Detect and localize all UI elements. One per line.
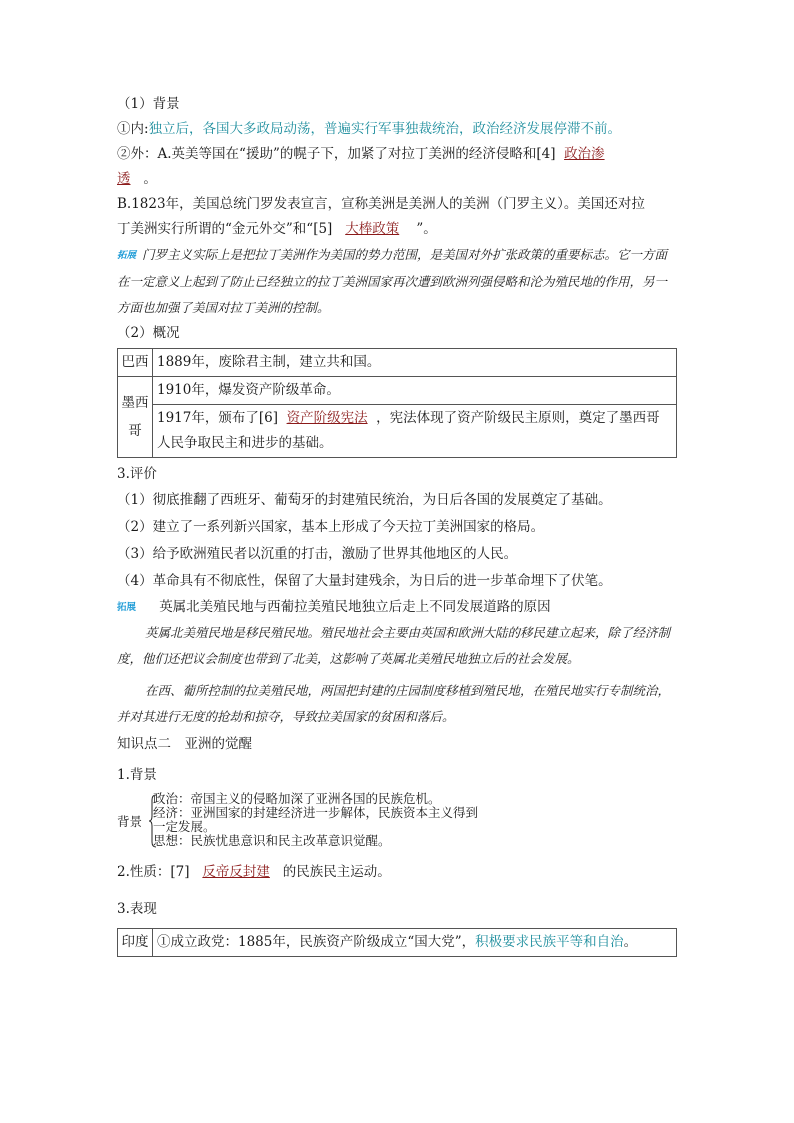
background-brace-block [117, 792, 679, 852]
fill-answer-6: 资产阶级宪法 [286, 410, 368, 426]
background-label: 背景 [117, 814, 143, 829]
india-text [153, 929, 677, 957]
fill-answer-7: 反帝反封建 [202, 864, 270, 880]
extension-title: 英属北美殖民地与西葡拉美殖民地独立后走上不同发展道路的原因 [159, 599, 551, 615]
asia-background-title: 1.背景 [117, 767, 157, 783]
extension-paragraph-1: 英属北美殖民地是移民殖民地。殖民地社会主要由英国和欧洲大陆的移民建立起来，除了经济制度，他们还把议会制度也带到了北美，这影响了英属北美殖民地独立后的社会发展。 [117, 625, 671, 666]
mexico-post: ，宪法体现了资产阶级民主原则，奠定了墨西哥人民争取民主和进步的基础。 [157, 410, 660, 451]
section-title-evaluation: 3.评价 [117, 466, 157, 482]
outer-prefix: ②外：A.英美等国在“援助”的幌子下，加紧了对拉丁美洲的经济侵略和[4] [117, 146, 556, 162]
outer-end: 。 [143, 171, 157, 187]
performance-table [117, 928, 677, 957]
background-thought: 思想：民族忧患意识和民主改革意识觉醒。 [153, 833, 391, 848]
fill-answer-5: 大棒政策 [345, 221, 400, 237]
inner-cause [117, 117, 679, 142]
mexico-row-2 [153, 405, 677, 458]
inner-prefix: ①内: [117, 121, 149, 137]
inner-answer: 独立后，各国大多政局动荡，普遍实行军事独裁统治，政治经济发展停滞不前。 [148, 121, 622, 137]
background-economy: 经济：亚洲国家的封建经济进一步解体，民族资本主义得到 [153, 805, 479, 820]
india-pre: ①成立政党：1885年，民族资产阶级成立“国大党”， [157, 934, 476, 950]
monroe-post: ”。 [416, 221, 437, 237]
document-page [117, 92, 679, 961]
knowledge-heading: 知识点二 亚洲的觉醒 [117, 736, 252, 752]
nature-pre: 2.性质：[7] [117, 864, 190, 880]
extension-title-line [117, 595, 679, 620]
india-end: 。 [623, 934, 638, 950]
monroe-pre: 丁美洲实行所谓的“金元外交”和“[5] [117, 221, 333, 237]
section-title-background: （1）背景 [117, 96, 180, 112]
monroe-line-1: B.1823年，美国总统门罗发表宣言，宣称美洲是美洲人的美洲（门罗主义）。美国还对拉 [117, 196, 645, 212]
nature-line [117, 860, 679, 885]
nature-post: 的民族民主运动。 [282, 864, 391, 880]
eval-item-1: （1）彻底推翻了西班牙、葡萄牙的封建殖民统治，为日后各国的发展奠定了基础。 [117, 492, 612, 508]
outer-cause [117, 142, 679, 167]
row-label-brazil: 巴西 [118, 349, 153, 377]
mexico-row-1: 1910年，爆发资产阶级革命。 [153, 377, 677, 405]
background-items [153, 792, 478, 848]
eval-item-2: （2）建立了一系列新兴国家，基本上形成了今天拉丁美洲国家的格局。 [117, 519, 545, 535]
eval-item-3: （3）给予欧洲殖民者以沉重的打击，激励了世界其他地区的人民。 [117, 546, 518, 562]
extension-monroe-text: 门罗主义实际上是把拉丁美洲作为美国的势力范围，是美国对外扩张政策的重要标志。它一方面在一定意义上起到了防止已经独立的拉丁美洲国家再次遭到欧洲列强侵略和沦为殖民地的作用，另一方面也加强了美国对拉丁美洲的控制。 [117, 247, 668, 315]
outer-cause-cont [117, 167, 679, 192]
brazil-text: 1889年，废除君主制，建立共和国。 [153, 349, 677, 377]
extension-monroe [117, 242, 679, 321]
fill-answer-4a: 政治渗 [564, 146, 605, 162]
overview-table [117, 348, 677, 458]
row-label-mexico: 墨西哥 [118, 377, 153, 458]
background-economy-cont: 一定发展。 [153, 819, 216, 834]
performance-title: 3.表现 [117, 901, 157, 917]
fill-answer-4b: 透 [117, 171, 131, 187]
eval-item-4: （4）革命具有不彻底性，保留了大量封建残余，为日后的进一步革命埋下了伏笔。 [117, 573, 612, 589]
section-title-overview: （2）概况 [117, 325, 180, 341]
extension-tag-2: 拓展 [117, 602, 137, 613]
extension-paragraph-2: 在西、葡所控制的拉美殖民地，两国把封建的庄园制度移植到殖民地，在殖民地实行专制统治，并对其进行无度的抢劫和掠夺，导致拉美国家的贫困和落后。 [117, 683, 671, 724]
row-label-india: 印度 [118, 929, 153, 957]
extension-tag: 拓展 [117, 250, 137, 261]
india-answer: 积极要求民族平等和自治 [475, 934, 624, 950]
mexico-pre: 1917年，颁布了[6] [157, 410, 278, 426]
background-politics: 政治：帝国主义的侵略加深了亚洲各国的民族危机。 [153, 791, 441, 806]
monroe-line-2 [117, 217, 679, 242]
